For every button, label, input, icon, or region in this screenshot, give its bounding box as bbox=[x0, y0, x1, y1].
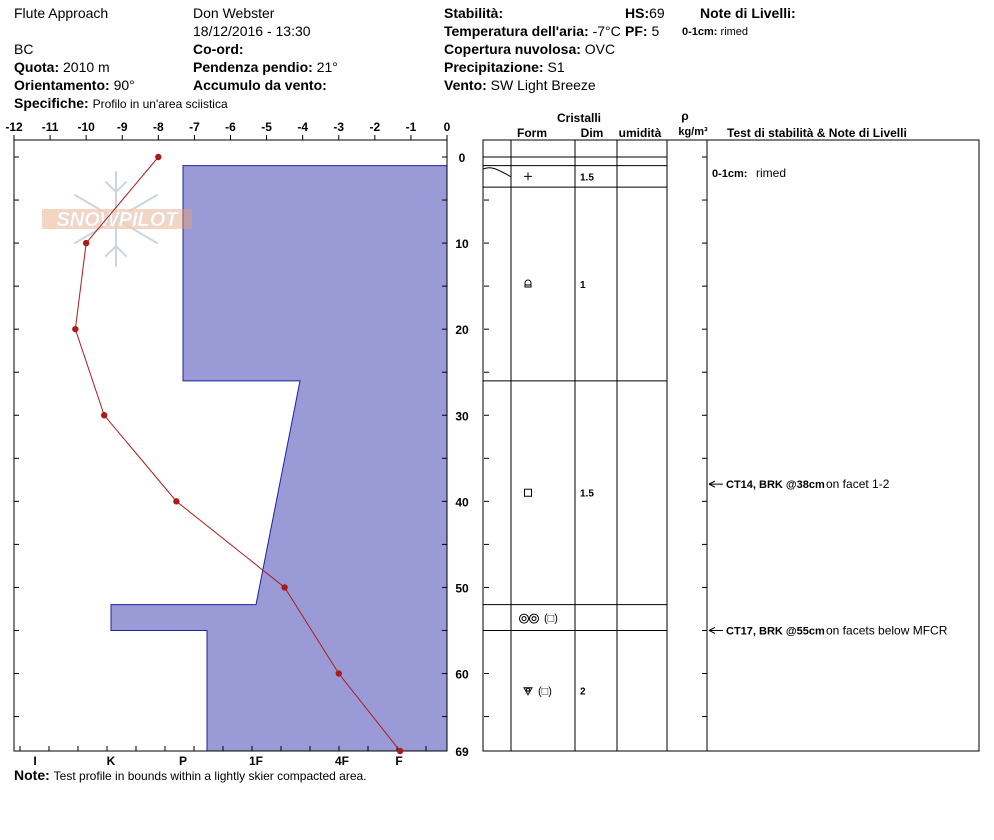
depth-hoar-icon bbox=[524, 688, 532, 695]
elevation-value: 2010 m bbox=[63, 59, 110, 75]
temp-tick-label: -4 bbox=[297, 120, 309, 134]
layer-form-text: (□) bbox=[538, 685, 552, 698]
temp-tick-label: 0 bbox=[443, 120, 451, 134]
hardness-profile bbox=[111, 157, 447, 751]
temp-point bbox=[101, 412, 107, 418]
temp-point bbox=[397, 748, 403, 754]
header-layer-note-depth: 0-1cm: bbox=[682, 26, 718, 38]
hs-value: 69 bbox=[649, 5, 665, 21]
note-text: Test profile in bounds within a lightly skier compacted area. bbox=[53, 769, 367, 783]
layer-table-frame bbox=[483, 140, 979, 751]
temp-point bbox=[83, 240, 89, 246]
footer-note bbox=[14, 767, 367, 784]
precipitation-particles-icon bbox=[524, 172, 532, 180]
density-unit-header: kg/m³ bbox=[678, 126, 708, 138]
hardness-tick-label: I bbox=[33, 754, 37, 768]
arrow-icon bbox=[709, 481, 723, 487]
slope-label: Pendenza pendio: bbox=[193, 59, 313, 75]
depth-tick-label: 69 bbox=[455, 745, 469, 759]
arrow-icon bbox=[709, 627, 723, 633]
table-columns bbox=[511, 140, 707, 751]
temp-point bbox=[72, 326, 78, 332]
wind-load-label: Accumulo da vento: bbox=[193, 77, 327, 93]
aspect-value: 90° bbox=[113, 77, 135, 93]
elevation-label: Quota: bbox=[14, 59, 60, 75]
air-temp-label: Temperatura dell'aria: bbox=[444, 23, 589, 39]
layer-note-depth: 0-1cm: bbox=[712, 168, 748, 180]
temp-tick-label: -2 bbox=[369, 120, 381, 134]
wind-value: SW Light Breeze bbox=[490, 77, 596, 93]
rho-header: ρ bbox=[681, 109, 689, 123]
header-layer-note-text: rimed bbox=[720, 26, 749, 38]
hardness-tick-label: F bbox=[395, 754, 403, 768]
temp-tick-label: -6 bbox=[225, 120, 236, 134]
depth-tick-label: 10 bbox=[455, 237, 469, 252]
specifics-value: Profilo in un'area sciistica bbox=[92, 97, 228, 111]
aspect-label: Orientamento: bbox=[14, 77, 110, 93]
temp-tick-label: -10 bbox=[77, 120, 95, 134]
hardness-tick-label: P bbox=[178, 754, 188, 768]
form-header: Form bbox=[517, 126, 547, 140]
pf-label: PF: bbox=[625, 23, 648, 39]
observation-datetime: 18/12/2016 - 13:30 bbox=[193, 23, 311, 39]
depth-tick-label: 30 bbox=[455, 409, 469, 424]
cloud-value: OVC bbox=[584, 41, 616, 57]
temp-point bbox=[336, 670, 342, 676]
cloud-label: Copertura nuvolosa: bbox=[444, 41, 581, 57]
crystals-header: Cristalli bbox=[556, 111, 602, 125]
precip-label: Precipitazione: bbox=[444, 59, 544, 75]
rounded-faceted-icon bbox=[525, 280, 531, 287]
depth-tick-label: 60 bbox=[455, 667, 469, 682]
layer-notes-label: Note di Livelli: bbox=[700, 5, 796, 21]
stability-test-comment: on facet 1-2 bbox=[826, 477, 890, 492]
layer-size: 1 bbox=[580, 279, 586, 291]
temp-tick-label: -9 bbox=[116, 120, 128, 134]
temp-tick-label: -3 bbox=[333, 120, 345, 134]
depth-tick-label: 40 bbox=[455, 495, 469, 510]
slope-value: 21° bbox=[316, 59, 338, 75]
melt-forms-icon bbox=[520, 614, 539, 623]
temp-tick-label: -8 bbox=[152, 120, 164, 134]
temp-point bbox=[281, 584, 287, 590]
precip-value: S1 bbox=[547, 59, 565, 75]
stability-notes-header: Test di stabilità & Note di Livelli bbox=[727, 126, 907, 140]
snowpilot-logo bbox=[42, 172, 192, 266]
hardness-tick-label: K bbox=[106, 754, 116, 768]
layer-form-text: (□) bbox=[544, 612, 558, 625]
stability-tests bbox=[709, 166, 948, 637]
grain-size-curve bbox=[483, 168, 511, 177]
temp-tick-label: -1 bbox=[405, 120, 417, 134]
hardness-tick-label: 4F bbox=[334, 754, 350, 768]
logo-text: SNOWPILOT bbox=[56, 209, 178, 231]
location-name: Flute Approach bbox=[14, 5, 109, 21]
wind-label: Vento: bbox=[444, 77, 487, 93]
temp-tick-label: -5 bbox=[261, 120, 272, 134]
layer-note-text: rimed bbox=[756, 166, 787, 180]
pf-value: 5 bbox=[651, 23, 660, 39]
faceted-crystals-icon bbox=[525, 489, 532, 496]
depth-tick-label: 50 bbox=[455, 581, 469, 596]
region: BC bbox=[14, 41, 34, 57]
hs-label: HS: bbox=[625, 5, 650, 21]
size-header: Dim bbox=[580, 126, 604, 140]
temp-tick-label: -7 bbox=[189, 120, 200, 134]
moisture-header: umidità bbox=[618, 126, 662, 140]
temperature-axis bbox=[5, 120, 450, 140]
air-temp-value: -7°C bbox=[592, 23, 621, 39]
hardness-tick-label: 1F bbox=[248, 754, 264, 768]
depth-tick-label: 0 bbox=[458, 151, 466, 165]
temp-tick-label: -12 bbox=[5, 120, 23, 134]
stability-test-label: CT14, BRK @38cm bbox=[726, 479, 825, 492]
stability-label: Stabilità: bbox=[444, 5, 504, 21]
depth-tick-label: 20 bbox=[455, 323, 469, 338]
stability-test-label: CT17, BRK @55cm bbox=[726, 625, 825, 638]
note-label: Note: bbox=[14, 767, 50, 783]
temp-point bbox=[155, 154, 161, 160]
layer-size: 1.5 bbox=[580, 488, 594, 500]
temp-tick-label: -11 bbox=[41, 120, 59, 134]
layer-size: 2 bbox=[580, 686, 586, 698]
layer-size: 1.5 bbox=[580, 172, 594, 184]
coord-label: Co-ord: bbox=[193, 41, 244, 57]
specifics-label: Specifiche: bbox=[14, 95, 89, 111]
stability-test-comment: on facets below MFCR bbox=[826, 623, 948, 638]
temp-point bbox=[173, 498, 179, 504]
observer-name: Don Webster bbox=[193, 5, 275, 21]
